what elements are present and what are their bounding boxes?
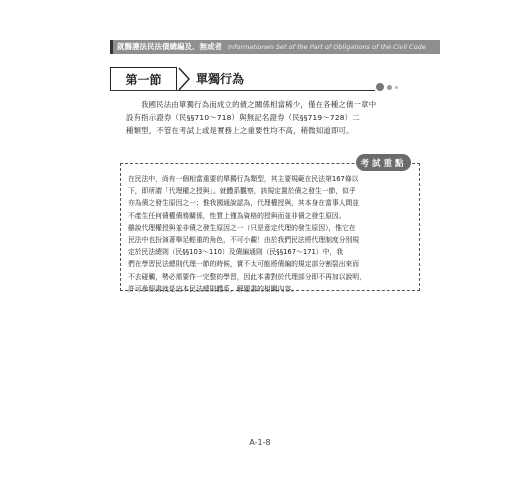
exam-note-badge: 考試重點 [356, 154, 411, 171]
note-line: 亦為債之發生原因之一；惟我國通說認為，代理權授與，其本身在當事人間並 [128, 199, 360, 208]
decorative-dots [376, 83, 401, 91]
note-line: 下，即所謂「代理權之授與」。就體系觀察，該規定置於債之發生一節，似乎 [128, 187, 356, 196]
dot-icon [395, 86, 398, 89]
section-rule [110, 90, 375, 91]
note-line: 民法中也扮演著舉足輕重的角色，不可小覷！由於我們民法將代理制度分別規 [128, 236, 360, 245]
note-line: 在民法中，尚有一個相當重要的單獨行為類型，其主要規範在民法第167條以 [128, 175, 359, 183]
exam-note-body [128, 173, 416, 295]
dot-icon [387, 85, 392, 90]
section-title: 單獨行為 [196, 72, 245, 86]
section-heading [110, 67, 440, 91]
paragraph-line: 我國民法由單獨行為而成立的債之關係相當稀少，僅在各種之債一章中 [141, 100, 377, 109]
note-line: 不產生任何債權債務關係，性質上僅為資格的授與而並非債之發生原因。 [128, 211, 346, 220]
note-line: 雖說代理權授與並非債之發生原因之一（只是意定代理的發生原因），惟它在 [128, 223, 356, 232]
note-line: 許可參照書就是這本民法總則體系，解題書的相關內容。 [128, 284, 298, 293]
note-line: 不去碰觸，勢必需要作一完整的學習，因此本書對於代理部分即不再加以說明， [128, 272, 366, 281]
note-line: 定於民法總則（民§§103～110）及債編通則（民§§167～171）中，我 [128, 248, 344, 257]
running-header-title: 就醫護法民法債總編及、無或者 [117, 42, 222, 51]
section-number: 第一節 [110, 67, 177, 91]
paragraph-line: 設有指示證券（民§§710～718）與無記名證券（民§§719～728）二 [126, 113, 360, 122]
exam-note-box [120, 158, 420, 293]
running-header-subtitle: Informationen Set of the Part of Obligations of the Civil Code [228, 43, 426, 51]
running-header [110, 40, 440, 54]
note-line: 們在學習民法總則代理一節的時候，實不太可能將債編的規定部分割裂出來而 [128, 260, 360, 269]
chevron-right-icon [177, 67, 191, 91]
header-bar [110, 40, 113, 54]
dot-icon [376, 83, 384, 91]
page-number: A-1-8 [249, 438, 271, 447]
paragraph-line: 種類型，不管在考試上或是實務上之重要性均不高，稍微知道即可。 [126, 126, 354, 135]
body-paragraph [126, 98, 416, 137]
